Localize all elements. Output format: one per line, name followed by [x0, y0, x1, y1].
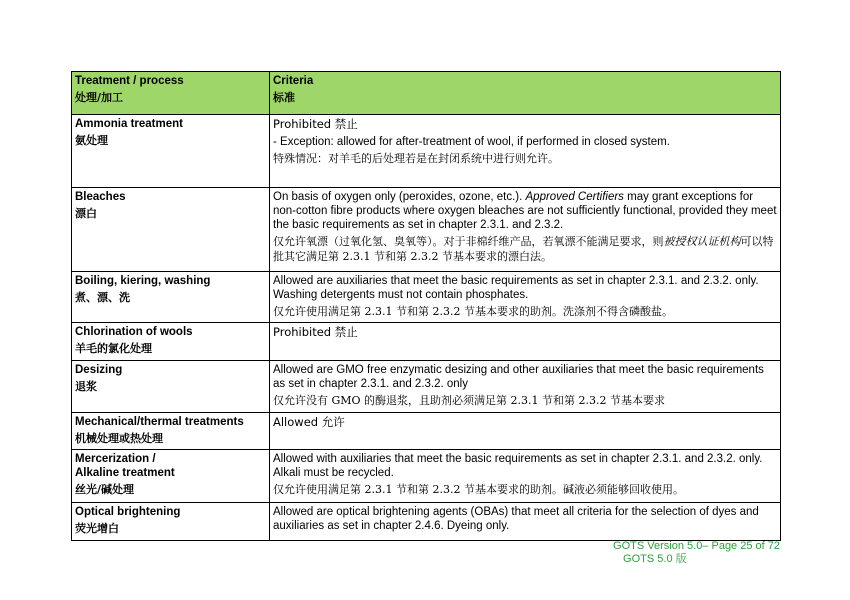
table-row	[72, 115, 781, 188]
table-row	[72, 450, 781, 503]
treatment-name-en: Bleaches	[75, 191, 126, 203]
criteria-cell	[270, 323, 781, 361]
criteria-text: Allowed with auxiliaries that meet the basic requirements as set in chapter 2.3.1. and 2.3.2. only. Alkali must be recycled.	[273, 453, 763, 479]
treatment-name-cn: 煮、漂、洗	[75, 291, 130, 304]
approved-certifiers-term: Approved Certifiers	[525, 191, 624, 203]
criteria-text: Allowed 允许	[273, 415, 345, 429]
treatment-cell	[72, 361, 270, 413]
criteria-text-part: On basis of oxygen only (peroxides, ozone, etc.).	[273, 191, 526, 203]
header-cell-treatment	[72, 72, 270, 115]
approved-certifiers-term-cn: 被授权认证机构	[663, 235, 741, 248]
treatment-name-cn: 退浆	[75, 380, 97, 393]
header-treatment-cn: 处理/加工	[75, 91, 124, 104]
criteria-text: Allowed are optical brightening agents (OBAs) that meet all criteria for the selection of dyes and auxiliaries as set in chapter 2.4.6. Dyeing only.	[273, 506, 759, 532]
header-criteria-en: Criteria	[273, 75, 314, 87]
table-row	[72, 323, 781, 361]
treatment-name-en: Ammonia treatment	[75, 118, 183, 130]
criteria-cell	[270, 188, 781, 272]
header-treatment-en: Treatment / process	[75, 75, 184, 87]
document-page	[71, 71, 780, 541]
table-row	[72, 413, 781, 450]
criteria-cell	[270, 413, 781, 450]
table-row	[72, 188, 781, 272]
criteria-text: Allowed are GMO free enzymatic desizing and other auxiliaries that meet the basic requirements as set in chapter 2.3.1. and 2.3.2. only	[273, 364, 764, 390]
treatment-cell	[72, 413, 270, 450]
table-row	[72, 503, 781, 541]
treatment-name-en: Boiling, kiering, washing	[75, 275, 211, 287]
treatment-name-en: Optical brightening	[75, 506, 181, 518]
header-criteria-cn: 标准	[273, 91, 295, 104]
treatment-name-en: Desizing	[75, 364, 123, 376]
criteria-text	[273, 190, 777, 232]
criteria-text-part: may grant exceptions for non-cotton fibre products where oxygen bleaches are not sufficiently functional, provided they meet the basic requirements as set in chapter 2.3.1. and 2.3.2.	[273, 191, 777, 231]
criteria-text-cn	[273, 234, 777, 264]
criteria-text: Prohibited 禁止	[273, 325, 358, 339]
treatment-name-cn: 丝光/碱处理	[75, 483, 135, 496]
treatment-name-en: Mercerization /	[75, 453, 156, 465]
treatment-cell	[72, 115, 270, 188]
table-header-row	[72, 72, 781, 115]
treatment-name-en: Mechanical/thermal treatments	[75, 416, 244, 428]
treatment-cell	[72, 323, 270, 361]
page-footer	[613, 540, 780, 566]
criteria-text: Allowed are auxiliaries that meet the basic requirements as set in chapter 2.3.1. and 2.3.2. only. Washing detergents must not contain phosphates.	[273, 275, 759, 301]
criteria-text-cn: 特殊情况：对羊毛的后处理若是在封闭系统中进行则允许。	[273, 152, 559, 165]
criteria-text-cn: 仅允许没有 GMO 的酶退浆，且助剂必须满足第 2.3.1 节和第 2.3.2 节基本要求	[273, 394, 666, 407]
treatment-name-cn: 氨处理	[75, 134, 108, 147]
treatment-cell	[72, 272, 270, 323]
treatment-name-cn: 羊毛的氯化处理	[75, 342, 152, 355]
treatment-cell	[72, 503, 270, 541]
criteria-cell	[270, 503, 781, 541]
treatment-name-cn: 机械处理或热处理	[75, 432, 163, 445]
treatment-cell	[72, 188, 270, 272]
treatment-name-en: Chlorination of wools	[75, 326, 193, 338]
criteria-cell	[270, 361, 781, 413]
criteria-text: - Exception: allowed for after-treatment of wool, if performed in closed system.	[273, 136, 670, 148]
criteria-cell	[270, 115, 781, 188]
criteria-cell	[270, 272, 781, 323]
footer-version-page: GOTS Version 5.0– Page 25 of 72	[613, 540, 780, 552]
treatment-name-en: Alkaline treatment	[75, 467, 175, 479]
table-row	[72, 361, 781, 413]
criteria-text-cn: 仅允许使用满足第 2.3.1 节和第 2.3.2 节基本要求的助剂。洗涤剂不得含磷酸盐。	[273, 305, 673, 318]
treatment-cell	[72, 450, 270, 503]
criteria-cell	[270, 450, 781, 503]
criteria-table	[71, 71, 781, 541]
criteria-text-cn: 仅允许使用满足第 2.3.1 节和第 2.3.2 节基本要求的助剂。碱液必须能够回收使用。	[273, 483, 684, 496]
criteria-text: Prohibited 禁止	[273, 117, 358, 131]
treatment-name-cn: 漂白	[75, 207, 97, 220]
treatment-name-cn: 荧光增白	[75, 522, 119, 535]
table-row	[72, 272, 781, 323]
criteria-text-part: 可以特批其它满足第 2.3.1 节和第 2.3.2 节基本要求的漂白法。	[273, 235, 774, 263]
footer-version-cn: GOTS 5.0 版	[623, 553, 687, 565]
criteria-text-part: 仅允许氧漂（过氧化氢、臭氧等）。对于非棉纤维产品，若氧漂不能满足要求，则	[273, 235, 664, 248]
header-cell-criteria	[270, 72, 781, 115]
